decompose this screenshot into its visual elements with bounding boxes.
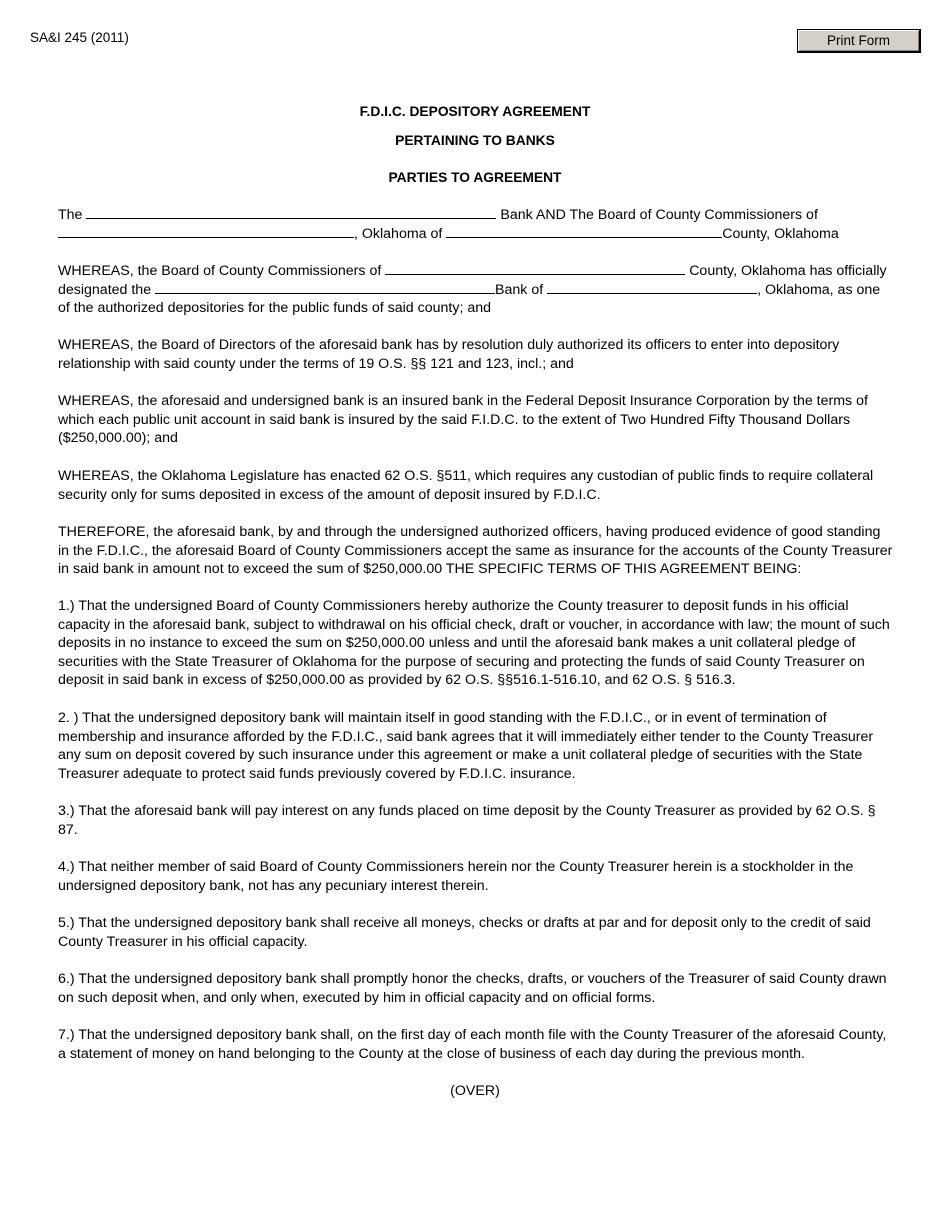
whereas-county-field[interactable]	[385, 262, 685, 275]
whereas1-start: WHEREAS, the Board of County Commissioners of	[58, 263, 382, 279]
over-indicator: (OVER)	[450, 1083, 500, 1099]
parties-bank-and-board-label: Bank AND The Board of County Commissioners of	[500, 207, 818, 223]
parties-county-oklahoma-label: County, Oklahoma	[722, 226, 839, 242]
document-title: F.D.I.C. DEPOSITORY AGREEMENT	[359, 104, 591, 119]
bank-city-field[interactable]	[58, 225, 354, 238]
form-id: SA&I 245 (2011)	[30, 30, 129, 45]
designated-bank-city-field[interactable]	[547, 281, 757, 294]
parties-line-2	[58, 225, 839, 244]
term-2: 2. ) That the undersigned depository bank will maintain itself in good standing with the F.D.I.C., or in event of termination of membership and insurance afforded by the F.D.I.C., said bank agrees that it will immediately either tender to the County Treasurer any sum on deposit covered by such insurance under this agreement or make a unit collateral pledge of securities with the State Treasurer adequate to protect said funds previously covered by F.D.I.C. insurance.	[58, 710, 874, 782]
whereas-line-1	[58, 262, 887, 281]
term-3: 3.) That the aforesaid bank will pay interest on any funds placed on time deposit by the County Treasurer as provided by 62 O.S. § 87.	[58, 803, 876, 838]
paragraph-whereas-legislature: WHEREAS, the Oklahoma Legislature has enacted 62 O.S. §511, which requires any custodian of public finds to require collateral security only for sums deposited in excess of the amount of deposit insured by F.D.I.C.	[58, 468, 874, 503]
section-heading: PARTIES TO AGREEMENT	[388, 170, 562, 185]
parties-oklahoma-of-label: , Oklahoma of	[354, 226, 443, 242]
whereas-line-2	[58, 281, 880, 300]
term-4: 4.) That neither member of said Board of County Commissioners herein nor the County Treasurer herein is a stockholder in the undersigned depository bank, not has any pecuniary interest therein.	[58, 859, 854, 894]
designated-bank-field[interactable]	[155, 281, 495, 294]
whereas-line-3: of the authorized depositories for the public funds of said county; and	[58, 300, 491, 316]
paragraph-therefore: THEREFORE, the aforesaid bank, by and through the undersigned authorized officers, having produced evidence of good standing in the F.D.I.C., the aforesaid Board of County Commissioners accept the same as insurance for the accounts of the County Treasurer in said bank in amount not to exceed the sum of $250,000.00 THE SPECIFIC TERMS OF THIS AGREEMENT BEING:	[58, 524, 893, 578]
document-subtitle: PERTAINING TO BANKS	[395, 133, 555, 148]
whereas1-bank-of: Bank of	[495, 282, 544, 298]
whereas1-designated-the: designated the	[58, 282, 152, 298]
whereas1-oklahoma-as-one: , Oklahoma, as one	[757, 282, 881, 298]
print-form-button[interactable]: Print Form	[797, 29, 921, 53]
paragraph-whereas-board-of-directors: WHEREAS, the Board of Directors of the aforesaid bank has by resolution duly authorized its officers to enter into depository relationship with said county under the terms of 19 O.S. §§ 121 and 123, incl.; and	[58, 337, 840, 372]
term-5: 5.) That the undersigned depository bank shall receive all moneys, checks or drafts at par and for deposit only to the credit of said County Treasurer in his official capacity.	[58, 915, 871, 950]
bank-name-field[interactable]	[86, 206, 496, 219]
county-name-field[interactable]	[446, 225, 722, 238]
whereas1-has-officially: County, Oklahoma has officially	[689, 263, 887, 279]
term-6: 6.) That the undersigned depository bank shall promptly honor the checks, drafts, or vouchers of the Treasurer of said County drawn on such deposit when, and only when, executed by him in official capacity and on official forms.	[58, 971, 887, 1006]
parties-line-1	[58, 206, 818, 225]
parties-the-label: The	[58, 207, 83, 223]
paragraph-whereas-insured-bank: WHEREAS, the aforesaid and undersigned bank is an insured bank in the Federal Deposit Insurance Corporation by the terms of which each public unit account in said bank is insured by the said F.I.D.C. to the extent of Two Hundred Fifty Thousand Dollars ($250,000.00); and	[58, 393, 868, 447]
term-1: 1.) That the undersigned Board of County Commissioners hereby authorize the County treasurer to deposit funds in his official capacity in the aforesaid bank, subject to withdrawal on his official check, draft or voucher, in accordance with law; the mount of such deposits in no instance to exceed the sum on $250,000.00 unless and until the aforesaid bank makes a unit collateral pledge of securities with the State Treasurer of Oklahoma for the purpose of securing and protecting the funds of said County Treasurer on deposit in said bank in excess of $250,000.00 as provided by 62 O.S. §§516.1-516.10, and 62 O.S. § 516.3.	[58, 598, 890, 689]
term-7: 7.) That the undersigned depository bank shall, on the first day of each month file with the County Treasurer of the aforesaid County, a statement of money on hand belonging to the County at the close of business of each day during the previous month.	[58, 1027, 887, 1062]
